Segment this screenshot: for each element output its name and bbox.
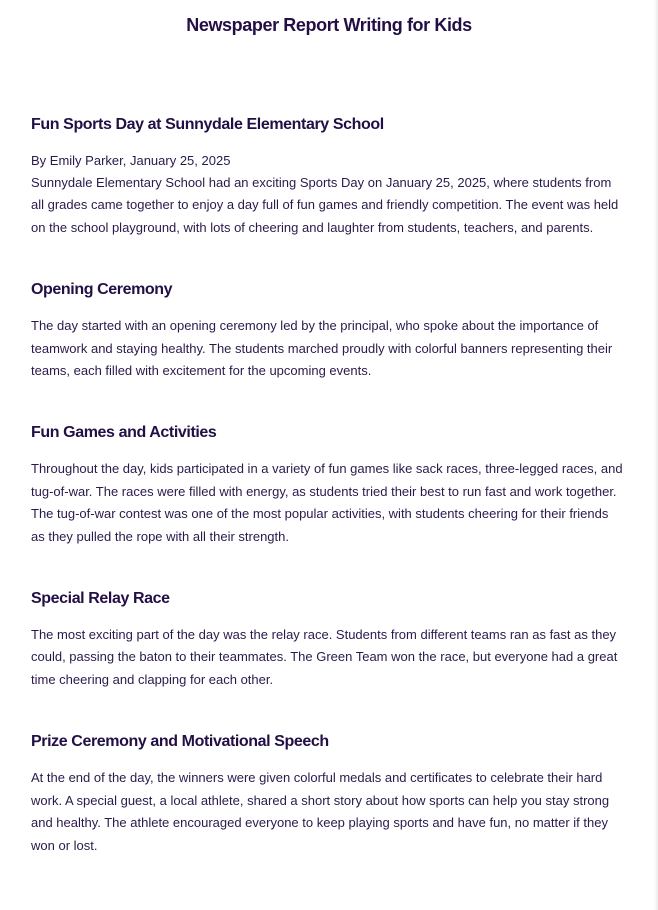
article-intro: Sunnydale Elementary School had an exciting Sports Day on January 25, 2025, where students from all grades came together to enjoy a day full of fun games and friendly competition. The event was held on the school playground, with lots of cheering and laughter from students, teachers, and parents. [31,175,619,235]
section-opening-ceremony [31,279,623,382]
section-prize-ceremony [31,731,623,857]
section-relay-race [31,588,623,691]
section-heading: Opening Ceremony [31,281,173,299]
section-heading: Special Relay Race [31,590,170,608]
section-fun-games [31,422,623,548]
section-heading: Prize Ceremony and Motivational Speech [31,733,329,751]
document-title: Newspaper Report Writing for Kids [186,15,472,35]
page-edge-shadow [654,0,658,910]
article [31,114,623,857]
section-heading: Fun Games and Activities [31,424,217,442]
article-byline: By Emily Parker, January 25, 2025 [31,153,231,168]
section-body: Throughout the day, kids participated in a variety of fun games like sack races, three-legged races, and tug-of-war. The races were filled with energy, as students tried their best to run fast and work together. The tug-of-war contest was one of the most popular activities, with students cheering for their friends as they pulled the rope with all their strength. [31,461,623,544]
article-headline: Fun Sports Day at Sunnydale Elementary School [31,116,384,133]
section-body: At the end of the day, the winners were given colorful medals and certificates to celebrate their hard work. A special guest, a local athlete, shared a short story about how sports can help you stay strong and healthy. The athlete encouraged everyone to keep playing sports and have fun, no matter if they won or lost. [31,770,610,853]
section-body: The day started with an opening ceremony led by the principal, who spoke about the importance of teamwork and staying healthy. The students marched proudly with colorful banners representing their teams, each filled with excitement for the upcoming events. [31,318,613,379]
section-body: The most exciting part of the day was the relay race. Students from different teams ran as fast as they could, passing the baton to their teammates. The Green Team won the race, but everyone had a great time cheering and clapping for each other. [31,627,618,687]
